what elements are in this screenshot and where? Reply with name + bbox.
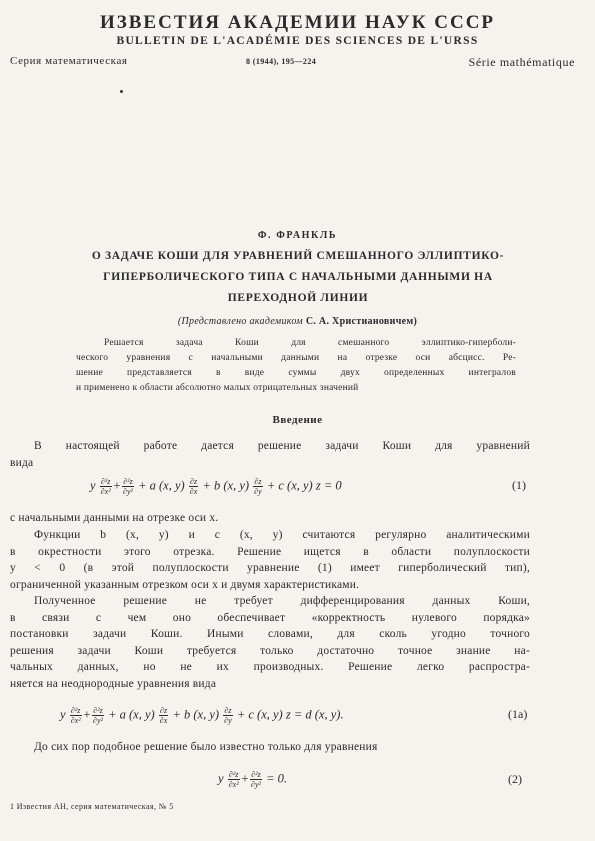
abstract-line: шение представляется в виде суммы двух определенных интегралов	[76, 368, 516, 378]
journal-title-ru: ИЗВЕСТИЯ АКАДЕМИИ НАУК СССР	[99, 12, 496, 33]
equation-number: (2)	[508, 772, 522, 786]
paragraph-intro	[10, 438, 530, 471]
body-line: решения задачи Коши требуется только достаточно точное знание на-	[10, 644, 530, 657]
body-line: y < 0 (в этой полуплоскости уравнение (1) имеет гиперболический тип),	[10, 562, 530, 574]
body-line: в связи с чем оно обеспечивает «корректность нулевого порядка»	[10, 611, 530, 624]
issue-info: 8 (1944), 195—224	[246, 57, 317, 66]
fraction: $\frac{\text{∂²z}}{\text{∂x²}}$	[228, 770, 239, 789]
fraction: $\frac{\text{∂²z}}{\text{∂y²}}$	[251, 770, 261, 789]
fraction: $\frac{\partial z}{\partial y}$	[224, 706, 232, 725]
paragraph-known	[10, 739, 530, 756]
abstract-line: ческого уравнения с начальными данными на отрезке оси абсцисс. Ре-	[76, 353, 516, 363]
article-title	[8, 246, 588, 309]
body-line: няется на неоднородные уравнения вида	[10, 677, 217, 690]
series-ru: Серия математическая	[10, 55, 128, 67]
abstract	[76, 336, 516, 396]
equation-1: y $\frac{\text{∂²z}}{\text{∂x²}}$ + $\frac{\text{∂²z}}{\text{∂y²}}$ + a (x, y) $\frac{\partial z}{\partial x}$ + b (x, y) $\frac{\partial z}{\partial y}$ + c (x, y) z = 0	[90, 477, 342, 496]
article-title-line: ПЕРЕХОДНОЙ ЛИНИИ	[227, 292, 369, 304]
body-line: с начальными данными на отрезке оси x.	[10, 512, 219, 524]
equation-number: (1)	[512, 478, 526, 492]
article-title-line: ГИПЕРБОЛИЧЕСКОГО ТИПА С НАЧАЛЬНЫМИ ДАННЫМИ НА	[103, 271, 493, 283]
article-title-line: О ЗАДАЧЕ КОШИ ДЛЯ УРАВНЕНИЙ СМЕШАННОГО ЭЛЛИПТИКО-	[91, 250, 505, 262]
body-line: чальных данных, но не их производных. Решение легко распростра-	[10, 661, 530, 673]
print-speck	[120, 90, 123, 93]
fraction: $\frac{\partial z}{\partial y}$	[254, 477, 262, 496]
presented-by	[0, 316, 595, 327]
body-line: До сих пор подобное решение было известно только для уравнения	[34, 741, 378, 753]
fraction: $\frac{\partial z}{\partial x}$	[159, 706, 168, 725]
fraction: $\frac{\text{∂²z}}{\text{∂x²}}$	[70, 706, 81, 725]
fraction: $\frac{\text{∂²z}}{\text{∂y²}}$	[93, 706, 103, 725]
body-line: постановки задачи Коши. Иными словами, для сколь угодно точного	[10, 628, 530, 640]
presented-prefix: (Представлено академиком	[177, 316, 303, 327]
series-fr: Série mathématique	[468, 55, 575, 69]
page-footnote: 1 Известия АН, серия математическая, № 5	[10, 802, 174, 811]
fraction: $\frac{\partial z}{\partial x}$	[189, 477, 198, 496]
author-name: Ф. ФРАНКЛЬ	[257, 230, 338, 241]
body-line: ограниченной указанным отрезком оси x и двумя характеристиками.	[10, 578, 360, 591]
journal-title-fr: BULLETIN DE L'ACADÉMIE DES SCIENCES DE L'URSS	[116, 35, 479, 47]
body-line: В настоящей работе дается решение задачи Коши для уравнений	[34, 440, 530, 452]
equation-2: y $\frac{\text{∂²z}}{\text{∂x²}}$ + $\frac{\text{∂²z}}{\text{∂y²}}$ = 0.	[218, 770, 287, 789]
body-line: Полученное решение не требует дифференцирования данных Коши,	[34, 595, 530, 607]
paragraph-main	[10, 527, 530, 692]
presented-name: С. А. Христиановичем)	[305, 316, 418, 327]
fraction: $\frac{\text{∂²z}}{\text{∂x²}}$	[100, 477, 111, 496]
abstract-line: Решается задача Коши для смешанного эллиптико-гиперболи-	[104, 338, 516, 348]
body-line: в окрестности этого отрезка. Решение ищется в области полуплоскости	[10, 545, 530, 558]
body-line: вида	[10, 456, 34, 469]
paragraph-initial-data	[10, 510, 530, 527]
section-heading: Введение	[272, 414, 323, 426]
abstract-line: и применено к области абсолютно малых отрицательных значений	[76, 383, 359, 393]
body-line: Функции b (x, y) и c (x, y) считаются регулярно аналитическими	[34, 529, 530, 541]
equation-1a: y $\frac{\text{∂²z}}{\text{∂x²}}$ + $\frac{\text{∂²z}}{\text{∂y²}}$ + a (x, y) $\frac{\partial z}{\partial x}$ + b (x, y) $\frac{\partial z}{\partial y}$ + c (x, y) z = d (x, y).	[60, 706, 344, 725]
equation-number: (1a)	[508, 707, 528, 721]
fraction: $\frac{\text{∂²z}}{\text{∂y²}}$	[123, 477, 133, 496]
